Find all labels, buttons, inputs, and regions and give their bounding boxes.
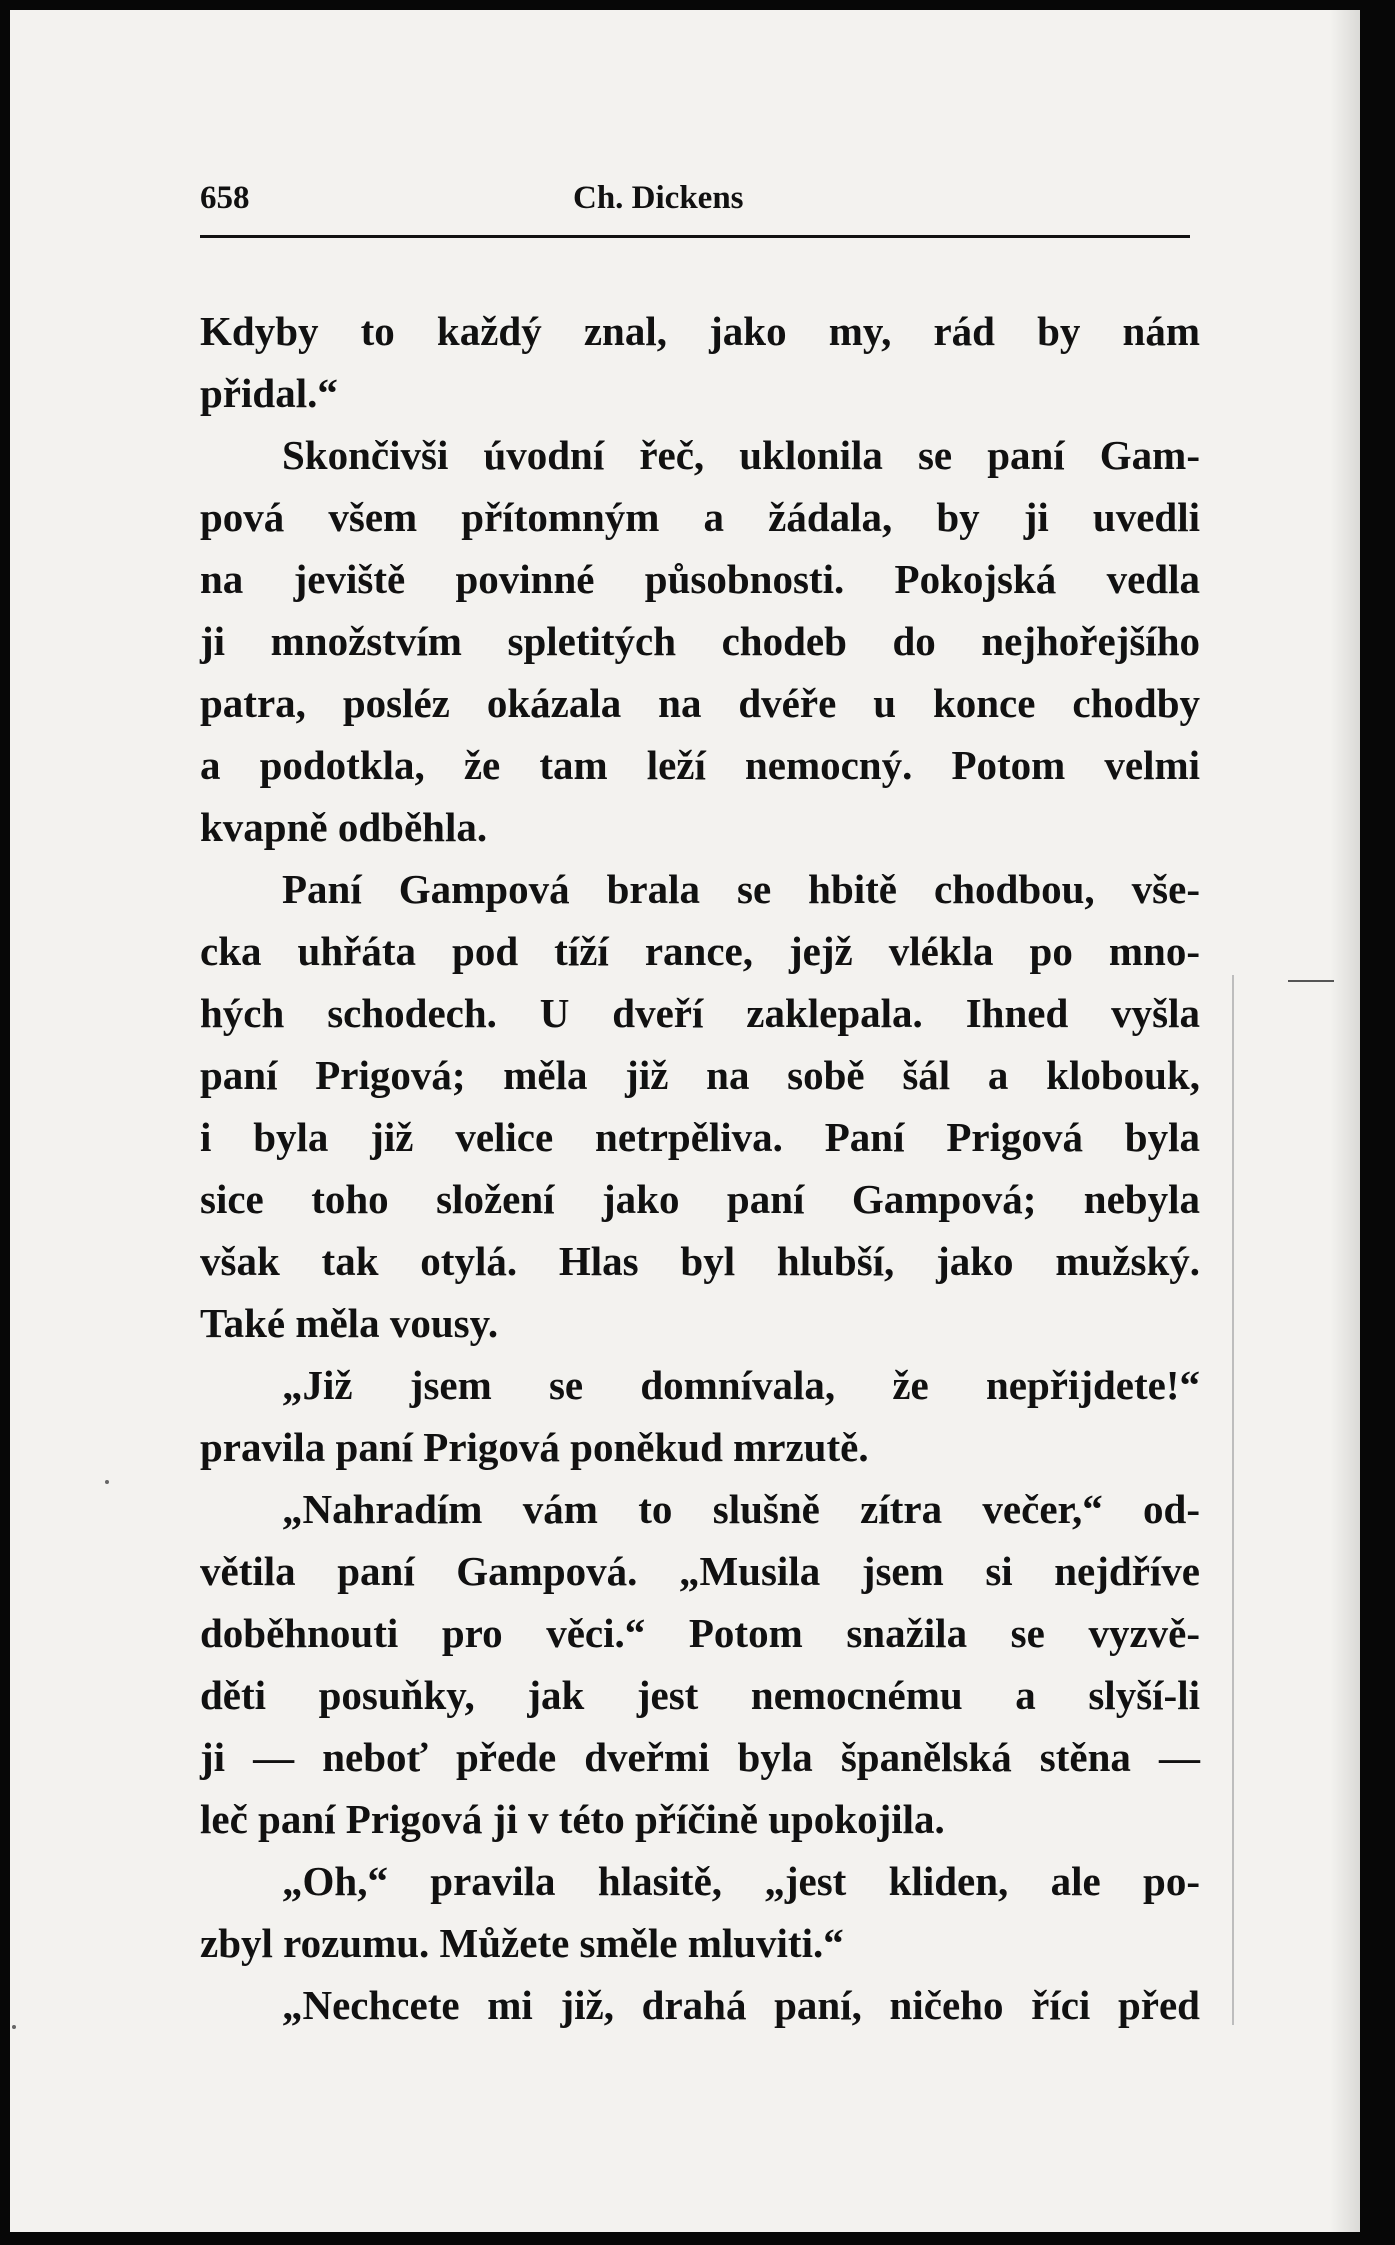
speck <box>105 1480 109 1484</box>
header-rule <box>200 235 1190 238</box>
text-line: a podotkla, že tam leží nemocný. Potom velmi <box>200 742 1200 788</box>
text-line: zbyl rozumu. Můžete směle mluviti.“ <box>200 1920 844 1966</box>
text-line: Kdyby to každý znal, jako my, rád by nám <box>200 308 1200 354</box>
text-line: „Již jsem se domnívala, že nepřijdete!“ <box>282 1362 1200 1408</box>
margin-mark <box>1288 980 1334 982</box>
text-line: kvapně odběhla. <box>200 804 488 850</box>
text-line: patra, posléz okázala na dvéře u konce chodby <box>200 680 1200 726</box>
text-line: Paní Gampová brala se hbitě chodbou, vše- <box>282 866 1200 912</box>
text-line: „Oh,“ pravila hlasitě, „jest kliden, ale po- <box>282 1858 1200 1904</box>
page-number: 658 <box>200 180 250 216</box>
running-head: Ch. Dickens <box>573 180 744 216</box>
text-line: však tak otylá. Hlas byl hlubší, jako mužský. <box>200 1238 1200 1284</box>
scan-shadow <box>1330 10 1360 2232</box>
text-line: větila paní Gampová. „Musila jsem si nejdříve <box>200 1548 1200 1594</box>
text-line: „Nechcete mi již, drahá paní, ničeho říci před <box>282 1982 1200 2028</box>
text-line: na jeviště povinné působnosti. Pokojská vedla <box>200 556 1200 602</box>
text-line: leč paní Prigová ji v této příčině upokojila. <box>200 1796 945 1842</box>
text-line: Skončivši úvodní řeč, uklonila se paní Gam- <box>282 432 1200 478</box>
text-line: doběhnouti pro věci.“ Potom snažila se vyzvě- <box>200 1610 1200 1656</box>
text-line: sice toho složení jako paní Gampová; nebyla <box>200 1176 1200 1222</box>
text-line: Také měla vousy. <box>200 1300 499 1346</box>
text-line: pravila paní Prigová poněkud mrzutě. <box>200 1424 869 1470</box>
speck <box>12 2025 16 2029</box>
text-line: přidal.“ <box>200 370 338 416</box>
text-line: „Nahradím vám to slušně zítra večer,“ od- <box>282 1486 1200 1532</box>
page-header <box>200 180 1190 220</box>
text-line: hých schodech. U dveří zaklepala. Ihned vyšla <box>200 990 1200 1036</box>
body-text <box>200 300 1200 2036</box>
text-line: cka uhřáta pod tíží rance, jejž vlékla po mno- <box>200 928 1200 974</box>
text-line: ji — neboť přede dveřmi byla španělská stěna — <box>200 1734 1200 1780</box>
text-line: paní Prigová; měla již na sobě šál a klobouk, <box>200 1052 1200 1098</box>
text-line: i byla již velice netrpěliva. Paní Prigová byla <box>200 1114 1200 1160</box>
text-line: ji množstvím spletitých chodeb do nejhořejšího <box>200 618 1200 664</box>
text-line: pová všem přítomným a žádala, by ji uvedli <box>200 494 1200 540</box>
margin-mark <box>1232 975 1234 2025</box>
text-line: děti posuňky, jak jest nemocnému a slyší-li <box>200 1672 1200 1718</box>
